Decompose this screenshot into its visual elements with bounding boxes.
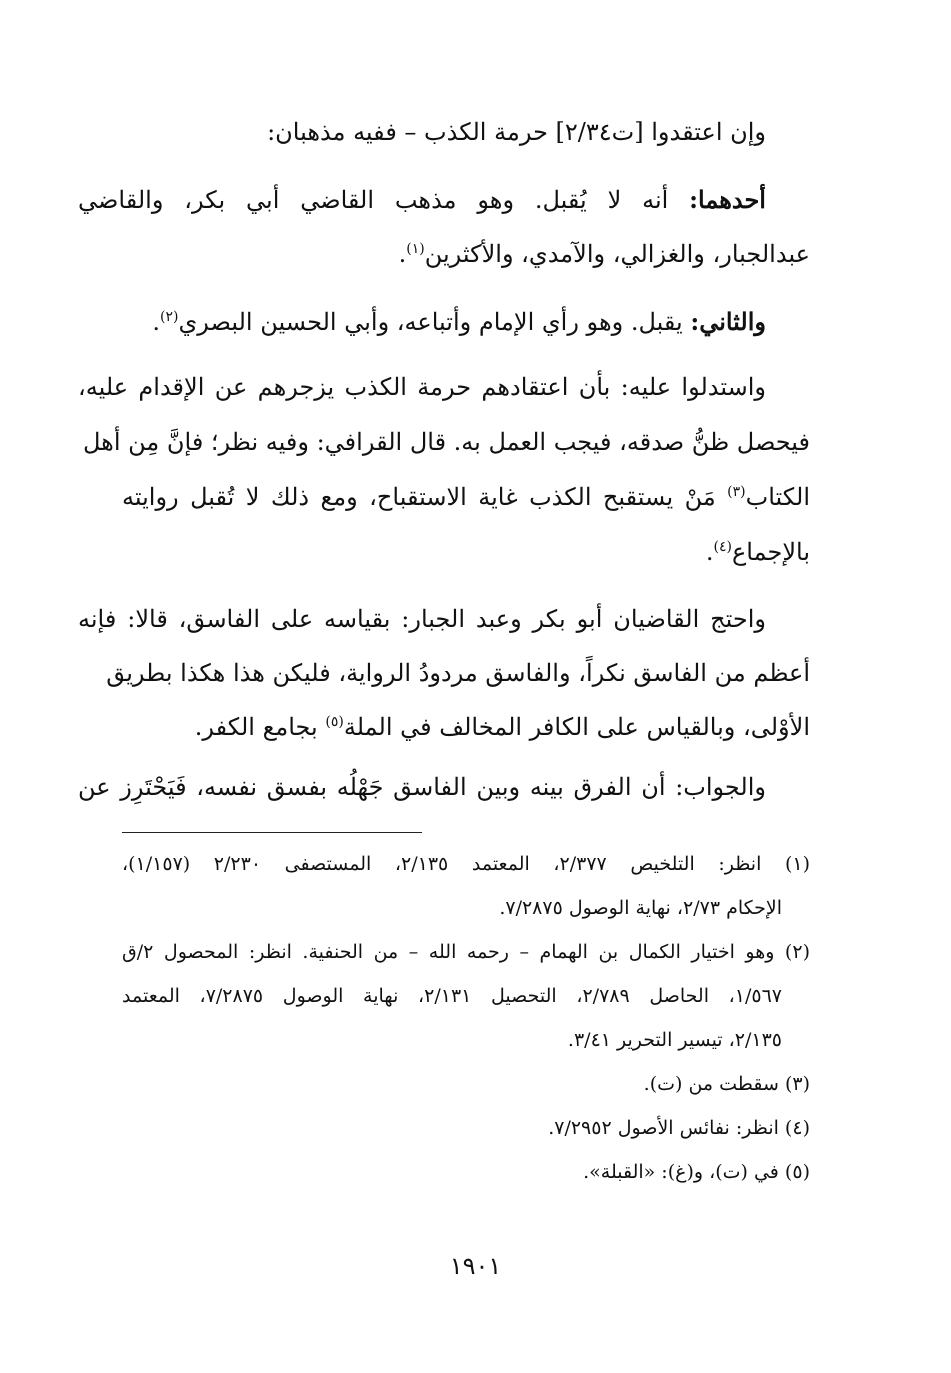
footnote-ref-4[interactable]: (٤) xyxy=(713,539,732,555)
footnote-separator xyxy=(122,832,422,833)
footnote-ref-3[interactable]: (٣) xyxy=(727,484,746,500)
paragraph-4-line-3: الكتاب$^{(٣)}$ مَنْ يستقبح الكذب غاية الاستقباح، ومع ذلك لا تُقبل روايته xyxy=(122,483,810,511)
footnote-2-line-1: (٢) وهو اختيار الكمال بن الهمام – رحمه الله – من الحنفية. انظر: المحصول ٢/ق xyxy=(122,941,810,963)
paragraph-1: وإن اعتقدوا [ت٢/٣٤] حرمة الكذب – ففيه مذهبان: xyxy=(267,118,766,146)
term-second: والثاني: xyxy=(690,307,766,336)
footnote-1-line-2: الإحكام ٢/٧٣، نهاية الوصول ٧/٢٨٧٥. xyxy=(499,897,782,919)
paragraph-4-line-2: فيحصل ظنُّ صدقه، فيجب العمل به. قال القرافي: وفيه نظر؛ فإنَّ مِن أهل xyxy=(83,428,810,456)
paragraph-5-line-1: واحتج القاضيان أبو بكر وعبد الجبار: بقياسه على الفاسق، قالا: فإنه xyxy=(78,605,766,633)
paragraph-4-line-1: واستدلوا عليه: بأن اعتقادهم حرمة الكذب يزجرهم عن الإقدام عليه، xyxy=(78,373,766,401)
footnote-2-line-2: ١/٥٦٧، الحاصل ٢/٧٨٩، التحصيل ٢/١٣١، نهاية الوصول ٧/٢٨٧٥، المعتمد xyxy=(122,985,782,1007)
paragraph-2-line-2: عبدالجبار، والغزالي، والآمدي، والأكثرين$^{(١)}$. xyxy=(398,240,810,268)
page-number: ١٩٠١ xyxy=(449,1252,502,1280)
footnote-1-line-1: (١) انظر: التلخيص ٢/٣٧٧، المعتمد ٢/١٣٥، المستصفى ٢/٢٣٠ (١/١٥٧)، xyxy=(122,853,811,875)
paragraph-5-line-3: الأوْلى، وبالقياس على الكافر المخالف في الملة$^{(٥)}$ بجامع الكفر. xyxy=(194,713,810,741)
paragraph-6-line-1: والجواب: أن الفرق بينه وبين الفاسق جَهْلُه بفسق نفسه، فَيَحْتَرِز عن xyxy=(78,773,766,801)
footnote-3: (٣) سقطت من (ت). xyxy=(643,1073,810,1095)
paragraph-2-line-1: أحدهما: أنه لا يُقبل. وهو مذهب القاضي أبي بكر، والقاضي xyxy=(78,185,766,214)
footnote-ref-1[interactable]: (١) xyxy=(406,241,425,257)
footnote-2-line-3: ٢/١٣٥، تيسير التحرير ٣/٤١. xyxy=(567,1029,782,1051)
footnote-4: (٤) انظر: نفائس الأصول ٧/٢٩٥٢. xyxy=(548,1117,810,1139)
paragraph-3: والثاني: يقبل. وهو رأي الإمام وأتباعه، وأبي الحسين البصري$^{(٢)}$. xyxy=(152,307,766,336)
footnote-5: (٥) في (ت)، و(غ): «القبلة». xyxy=(583,1161,810,1183)
footnote-ref-2[interactable]: (٢) xyxy=(160,309,179,325)
paragraph-5-line-2: أعظم من الفاسق نكراً، والفاسق مردودُ الرواية، فليكن هذا هكذا بطريق xyxy=(106,659,810,687)
term-first: أحدهما: xyxy=(689,185,766,214)
paragraph-4-line-4: بالإجماع$^{(٤)}$. xyxy=(705,538,810,566)
footnote-ref-5[interactable]: (٥) xyxy=(325,714,344,730)
book-page xyxy=(78,0,811,1373)
